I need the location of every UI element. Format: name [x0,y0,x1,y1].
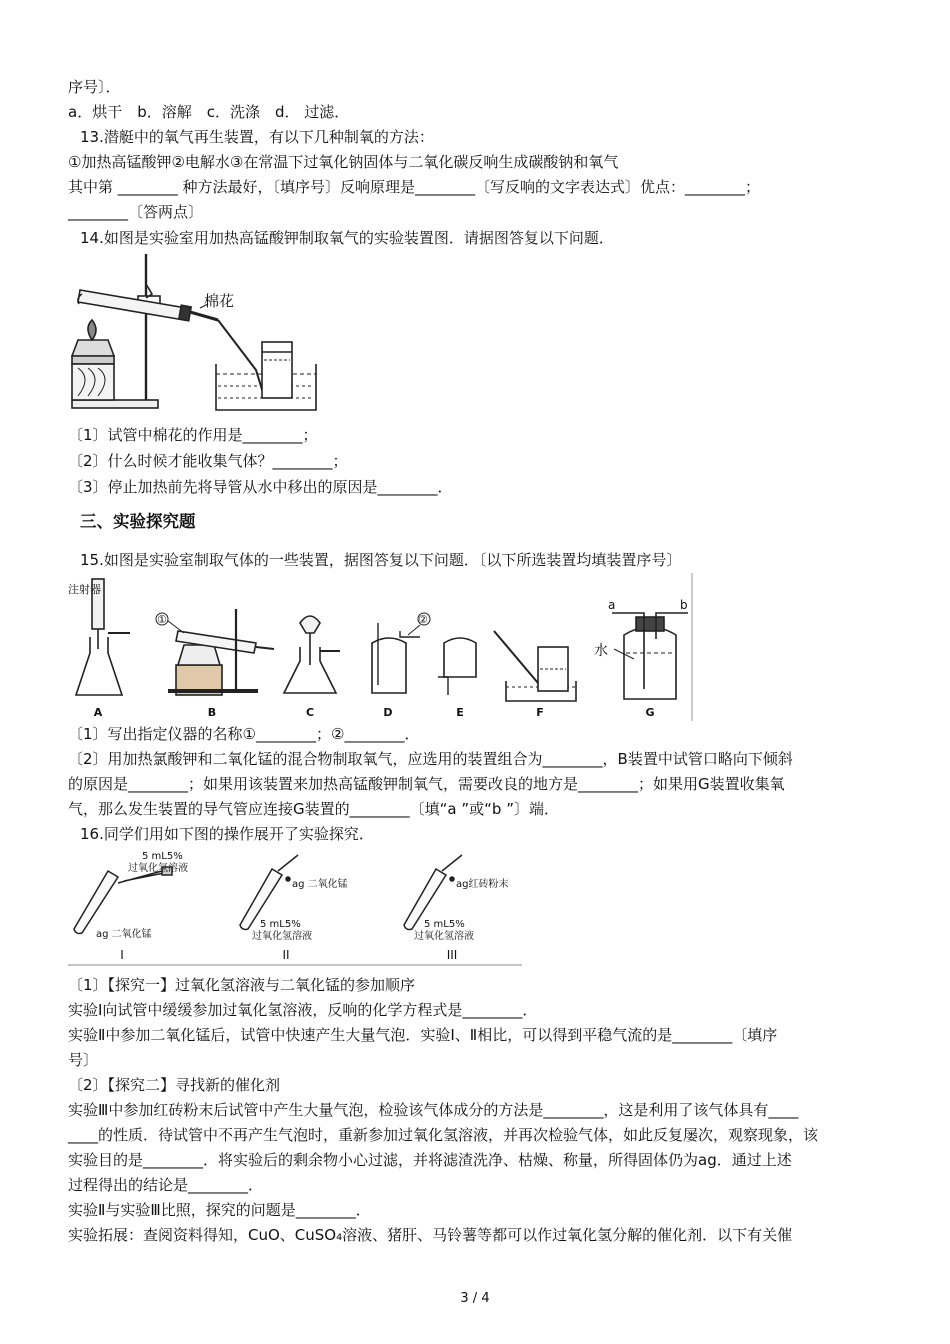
question-16-stem: 16.同学们用如下图的操作展开了实验探究． [80,825,374,843]
water-label: 水 [594,643,608,659]
text-line: 实验拓展：查阅资料得知，CuO、CuSO₄溶液、猪肝、马铃薯等都可以作过氧化氢分解的催化剂．以下有关催 [68,1226,793,1244]
t2-bottom2: 过氧化氢溶液 [252,931,312,942]
device-label: A [93,706,103,719]
question-16-part1: 〔1〕【探究一】过氧化氢溶液与二氧化锰的参加顺序 [68,976,416,994]
bottle-g [624,627,676,699]
t2-bottom: 5 mL5% [260,919,301,930]
t1-top2: 过氧化氢溶液 [128,863,188,874]
alcohol-lamp [72,340,114,356]
device-label: G [645,706,655,719]
device-label: F [536,706,544,719]
question-12-options: a．烘干 b．溶解 c．洗涤 d． 过滤． [68,103,350,121]
question-15-part2-cont: 的原因是________；如果用该装置来加热高锰酸钾制氧气，需要改良的地方是________；如果用G装置收集氧 [68,775,785,793]
question-13-stem: 13.潜艇中的氧气再生装置，有以下几种制氧的方法： [80,128,434,146]
cotton-label: 棉花 [204,292,235,310]
funnel-c [300,616,320,633]
t3-roman: III [446,948,458,962]
text-line: 实验目的是________．将实验后的剩余物小心过滤，并将滤渣洗净、枯燥、称量，所得固体仍为ag．通过上述 [68,1151,792,1169]
text-line: ____的性质．待试管中不再产生气泡时，重新参加过氧化氢溶液，并再次检验气体，如此反复屡次，观察现象，该 [68,1126,819,1144]
t1-roman: I [120,948,124,962]
question-15-part1: 〔1〕写出指定仪器的名称①________；②________． [68,725,420,743]
t3-top: ag红砖粉末 [456,879,509,890]
t2-top: ag 二氧化锰 [292,879,348,890]
question-13-blanks: 其中第 ________ 种方法最好，〔填序号〕反响原理是________〔写反响的文字表达式〕优点：________； [68,178,761,196]
text-line: 过程得出的结论是________． [68,1176,264,1194]
text-line: 实验Ⅱ与实验Ⅲ比照，探究的问题是________． [68,1201,371,1219]
marker-2: ② [418,613,428,626]
test-tube [78,290,186,320]
question-14-stem: 14.如图是实验室用加热高锰酸钾制取氧气的实验装置图．请据图答复以下问题． [80,229,614,247]
bottle-d [372,638,406,693]
text-line: 实验Ⅱ中参加二氧化锰后，试管中快速产生大量气泡．实验Ⅰ、Ⅱ相比，可以得到平稳气流的是________〔填序 [68,1026,778,1044]
device-label: D [383,706,393,719]
text-line: 序号〕． [68,78,121,96]
gas-jar [262,342,292,398]
stand-base [72,400,158,408]
t3-bottom2: 过氧化氢溶液 [414,931,474,942]
question-16-part2: 〔2〕【探究二】寻找新的催化剂 [68,1076,281,1094]
page-number: 3 / 4 [460,1291,490,1306]
syringe-label: 注射器 [68,583,101,596]
question-15-part2-cont2: 气，那么发生装置的导气管应连接G装置的________〔填“a ”或“b ”〕端． [68,800,559,818]
port-b: b [680,598,688,612]
question-13-blanks-cont: ________〔答两点〕 [68,203,204,221]
device-label: E [456,706,464,719]
flask-a [76,637,122,695]
text-line: 号〕 [68,1051,99,1069]
tube-1 [74,871,118,934]
t1-bottom: ag 二氧化锰 [96,929,152,940]
text-line: 实验Ⅰ向试管中缓缓参加过氧化氢溶液，反响的化学方程式是________． [68,1001,538,1019]
figure-16-experiments [68,847,524,967]
marker-1: ① [157,613,167,626]
t1-top: 5 mL5% [142,851,183,862]
question-15-part2: 〔2〕用加热氯酸钾和二氧化锰的混合物制取氧气，应选用的装置组合为________，B装置中试管口略向下倾斜 [68,750,793,768]
lamp-b [178,645,220,665]
text-line: 实验Ⅲ中参加红砖粉末后试管中产生大量气泡，检验该气体成分的方法是________，这是利用了该气体具有____ [68,1101,799,1119]
question-15-stem: 15.如图是实验室制取气体的一些装置，据图答复以下问题．〔以下所选装置均填装置序号〕 [80,551,682,569]
port-a: a [608,598,616,612]
question-14-part1: 〔1〕试管中棉花的作用是________； [68,426,318,444]
t3-bottom: 5 mL5% [424,919,465,930]
section-heading: 三、实验探究题 [80,512,196,531]
figure-14-apparatus [68,248,328,420]
question-14-part3: 〔3〕停止加热前先将导管从水中移出的原因是________． [68,478,453,496]
question-14-part2: 〔2〕什么时候才能收集气体？________； [68,452,348,470]
device-label: B [207,706,217,719]
bottle-e [444,638,476,677]
wood-block [72,364,114,400]
t2-roman: II [282,948,290,962]
question-13-methods: ①加热高锰酸钾②电解水③在常温下过氧化钠固体与二氧化碳反响生成碳酸钠和氧气 [68,153,619,171]
figure-15-apparatus [68,573,694,723]
device-label: C [305,706,315,719]
